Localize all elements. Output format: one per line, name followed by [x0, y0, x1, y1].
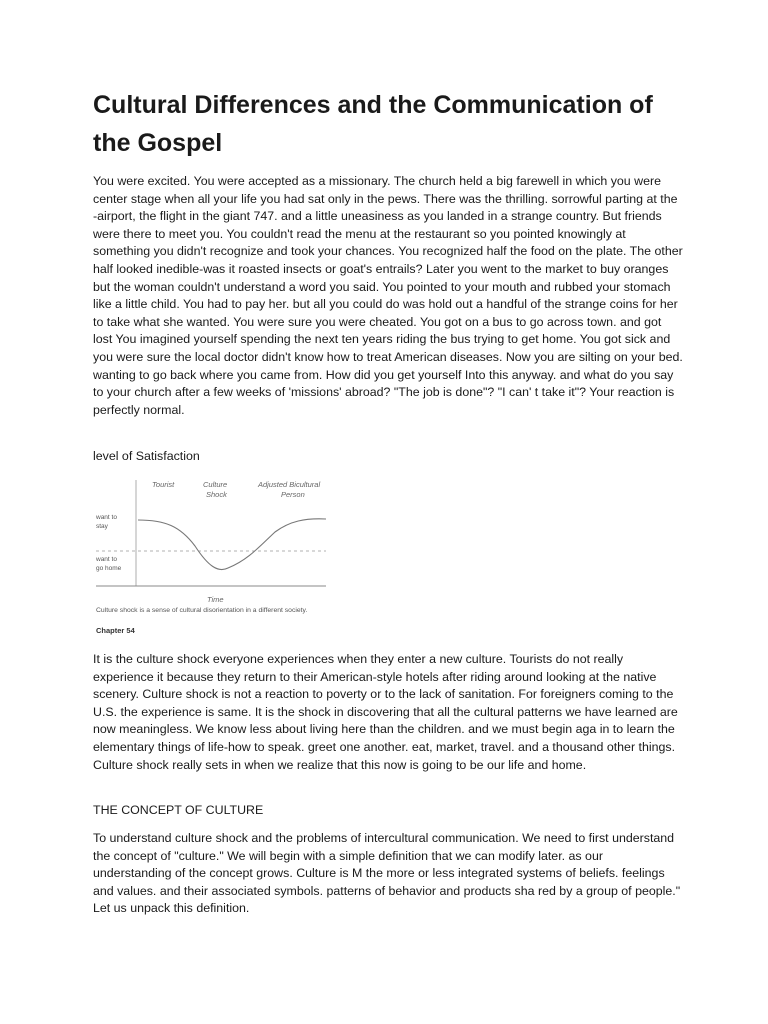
stage-label-tourist: Tourist — [152, 480, 175, 489]
y-label-want-to-2: want to — [96, 556, 117, 563]
stage-label-person: Person — [281, 490, 305, 499]
y-label-go-home: go home — [96, 565, 122, 572]
satisfaction-curve — [138, 519, 326, 570]
stage-label-adjusted: Adjusted Bicultural — [258, 480, 321, 489]
figure-chapter: Chapter 54 — [96, 626, 135, 635]
culture-shock-figure — [90, 474, 340, 644]
y-label-want-to: want to — [96, 514, 117, 521]
x-label-time: Time — [207, 595, 224, 604]
heading-concept-of-culture: THE CONCEPT OF CULTURE — [93, 803, 264, 817]
paragraph-concept: To understand culture shock and the problems of intercultural communication. We need to first understand the concept of "culture." We will begin with a simple definition that we can modify later. as our understanding of the concept grows. Culture is M the more or less integrated systems of beliefs. feelings and values. and their associated symbols. patterns of behavior and products sha red by a group of people." Let us unpack this definition. — [93, 831, 681, 916]
figure-caption: Culture shock is a sense of cultural disorientation in a different society. — [96, 607, 308, 614]
paragraph-intro: You were excited. You were accepted as a missionary. The church held a big farewell in which you were center stage when all your life you had sat only in the pews. There was the thrilling. sorrowful parting at the -airport, the flight in the giant 747. and a little uneasiness as you landed in a strange country. But friends were there to meet you. You couldn't read the menu at the restaurant so you pointed knowingly at something you didn't recognize and took your chances. You recognized half the food on the plate. The other half looked inedible-was it roasted insects or goat's entrails? Later you went to the market to buy oranges but the woman couldn't understand a word you said. You pointed to your mouth and rubbed your stomach like a little child. You had to pay her. but all you could do was hold out a handful of the strange coins for her to take what she wanted. You were sure you were cheated. You got on a bus to go across town. and got lost You imagined yourself spending the next ten years riding the bus trying to get home. You got sick and you were sure the local doctor didn't know how to treat American diseases. Now you are silting on your bed. wanting to go back where you came from. How did you get yourself Into this anyway. and what do you say to your church after a few weeks of 'missions' abroad? "The job is done"? "I can' t take it"? Your reaction is perfectly normal. — [93, 174, 683, 417]
stage-label-shock: Shock — [206, 490, 227, 499]
culture-shock-curve-svg — [90, 474, 340, 644]
y-label-stay: stay — [96, 523, 108, 530]
figure-label: level of Satisfaction — [93, 449, 200, 463]
stage-label-culture: Culture — [203, 480, 228, 489]
page-title: Cultural Differences and the Communication of the Gospel — [93, 91, 653, 157]
paragraph-culture-shock: It is the culture shock everyone experiences when they enter a new culture. Tourists do not really experience it because they return to their American-style hotels after riding around looking at the native scenery. Culture shock is not a reaction to poverty or to the lack of sanitation. For foreigners coming to the U.S. the experience is same. It is the shock in discovering that all the cultural patterns we have learned are now meaningless. We know less about living here than the children. and we must begin aga in to learn the elementary things of life-how to speak. greet one another. eat, market, travel. and a thousand other things. Culture shock really sets in when we realize that this now is going to be our life and home. — [93, 652, 678, 772]
